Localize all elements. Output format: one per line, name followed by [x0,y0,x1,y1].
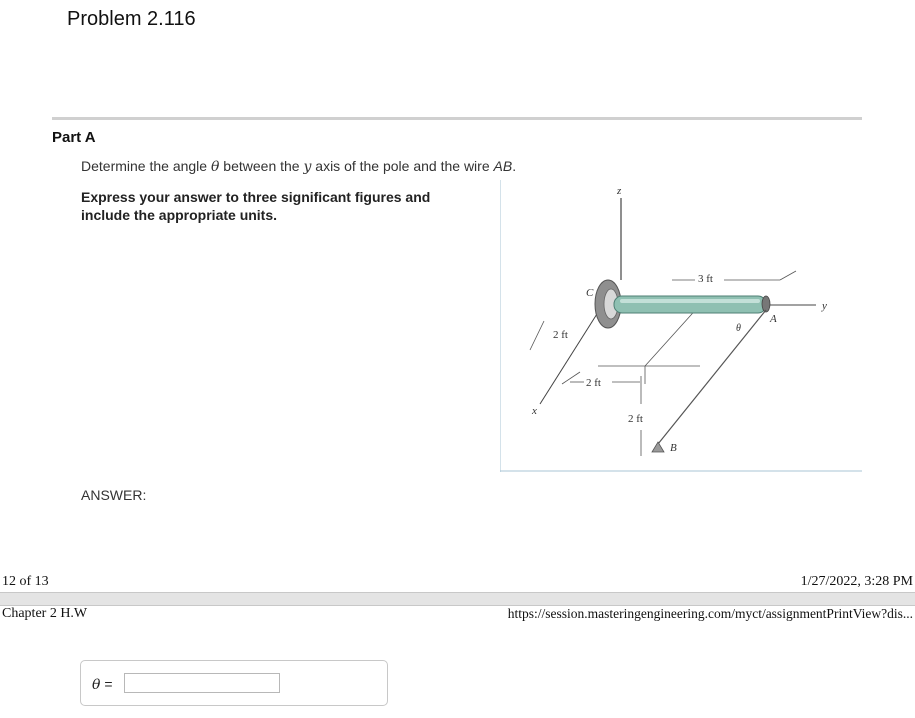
answer-label: ANSWER: [81,487,147,503]
theta-answer-input[interactable] [124,673,280,693]
z-axis-label: z [617,185,622,197]
dim-2ft-left-line [530,321,544,350]
page-break [0,592,915,606]
point-c-label: C [586,287,594,299]
pole [614,296,766,313]
problem-title: Problem 2.116 [67,8,196,30]
y-axis-label: y [822,300,827,312]
x-axis-line [540,306,602,404]
theta-equals-label [92,676,113,693]
dim-2ft-left-label: 2 ft [553,329,568,341]
x-axis-label: x [532,405,537,417]
construction-diagonal [645,305,700,366]
figure-svg [500,176,862,472]
print-datetime: 1/27/2022, 3:28 PM [800,574,913,589]
page-url: https://session.masteringengineering.com/myct/assignmentPrintView?dis... [507,606,913,621]
chapter-title: Chapter 2 H.W [2,606,88,621]
theta-angle-label: θ [736,323,741,334]
question-text [81,158,516,175]
question-wire-label: AB [493,158,513,174]
page-counter: 12 of 13 [2,574,49,589]
question-mid: between the [219,158,304,174]
pole-end-cap [762,296,770,312]
dim-2ft-mid-label: 2 ft [586,377,601,389]
equals-sign: = [100,676,113,692]
part-title: Part A [52,129,96,146]
wire-ab [658,310,766,444]
anchor-b [652,442,664,452]
point-b-label: B [670,442,677,454]
section-divider [52,117,862,120]
question-theta-symbol: θ [210,159,220,175]
dim-3ft-extension [780,271,796,280]
question-prefix: Determine the angle [81,158,211,174]
question-suffix: . [512,158,517,174]
pole-highlight [620,299,760,303]
dim-2ft-right-label: 2 ft [628,413,643,425]
instruction-text: Express your answer to three significant figures and include the appropriate units. [81,189,431,223]
question-mid2: axis of the pole and the wire [311,158,494,174]
point-a-label: A [770,313,777,325]
theta-symbol: θ [92,677,101,693]
dim-3ft-label: 3 ft [698,273,713,285]
pole-wire-figure [500,176,862,472]
question-axis-symbol: y [303,159,312,175]
